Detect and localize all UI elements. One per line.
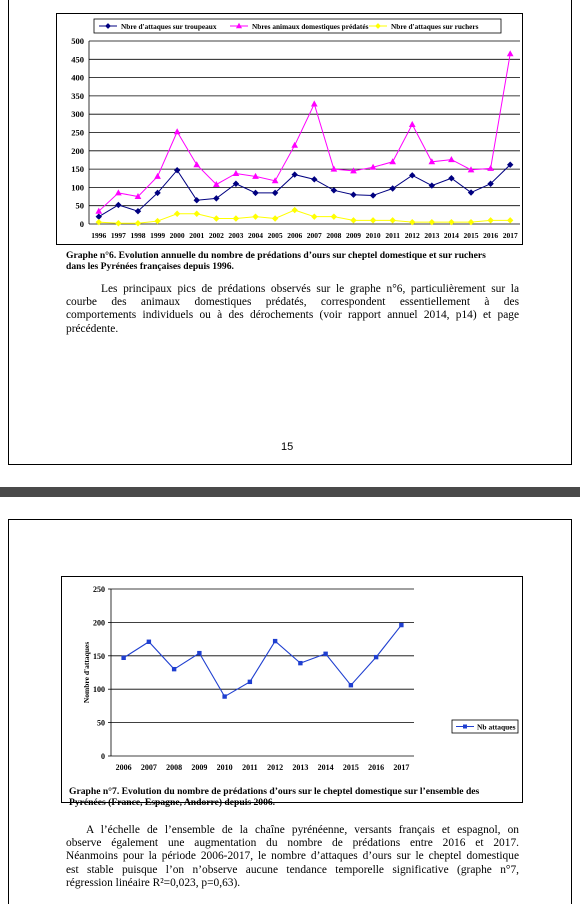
data-point (175, 129, 180, 134)
graph-7-line-chart (9, 520, 573, 810)
data-point (253, 190, 258, 195)
x-tick-label: 2002 (208, 231, 224, 240)
y-axis-label: Nombre d'attaques (82, 641, 91, 704)
data-point (155, 219, 160, 224)
paragraph-line: observe également une augmentation du nombre de prédations entre 2016 et 2017. (66, 837, 519, 850)
x-tick-label: 2014 (443, 231, 459, 240)
data-point (508, 218, 513, 223)
data-point (135, 221, 140, 226)
data-point (197, 651, 201, 655)
data-point (508, 51, 513, 56)
data-point (331, 188, 336, 193)
x-tick-label: 2007 (306, 231, 322, 240)
data-point (222, 694, 226, 698)
caption-line: Graphe n°7. Evolution du nombre de prédations d’ours sur le cheptel domestique sur l’ensemble des (69, 786, 480, 797)
data-point (331, 214, 336, 219)
paragraph-line: A l’échelle de l’ensemble de la chaîne pyrénéenne, versants français et espagnol, on (86, 824, 519, 836)
data-point (390, 159, 395, 164)
x-tick-label: 2001 (189, 231, 205, 240)
document-page-15 (8, 0, 572, 465)
paragraph-line: précédente. (66, 322, 119, 335)
data-point (351, 192, 356, 197)
paragraph-line: régression linéaire R²=0,023, p=0,63). (66, 876, 241, 889)
data-point (116, 221, 121, 226)
legend-label: Nbres animaux domestiques prédatés (252, 22, 369, 31)
graph-7-caption (69, 786, 525, 808)
x-tick-label: 2017 (393, 763, 410, 772)
data-point (273, 178, 278, 183)
data-point (371, 193, 376, 198)
data-point (194, 162, 199, 167)
x-tick-label: 2004 (248, 231, 264, 240)
y-tick-label: 0 (79, 219, 84, 229)
y-tick-label: 250 (71, 127, 84, 138)
paragraph-line: courbe des animaux domestiques prédatés, correspondent essentiellement à des (66, 296, 519, 309)
data-point (194, 198, 199, 203)
data-point (175, 211, 180, 216)
x-tick-label: 2017 (502, 231, 518, 240)
data-point (116, 190, 121, 195)
x-tick-label: 2016 (368, 763, 385, 772)
data-point (371, 218, 376, 223)
y-tick-label: 200 (93, 618, 105, 628)
document-page-16 (8, 519, 572, 904)
data-point (312, 214, 317, 219)
x-tick-label: 2011 (385, 231, 400, 240)
y-tick-label: 0 (101, 752, 105, 761)
data-point (323, 652, 327, 656)
x-tick-label: 2006 (287, 231, 303, 240)
x-tick-label: 2010 (365, 231, 381, 240)
x-tick-label: 2006 (115, 763, 132, 772)
y-tick-label: 50 (97, 718, 105, 728)
data-point (96, 214, 101, 219)
data-point (116, 202, 121, 207)
legend-marker (463, 725, 467, 729)
data-point (469, 167, 474, 172)
legend-label: Nbre d'attaques sur troupeaux (121, 22, 217, 31)
paragraph-line: Néanmoins pour la période 2006-2017, le nombre d’attaques d’ours sur le cheptel domestique (66, 850, 519, 863)
data-point (273, 639, 277, 643)
data-point (312, 101, 317, 106)
y-tick-label: 300 (71, 109, 84, 120)
caption-line: Graphe n°6. Evolution annuelle du nombre de prédations d’ours sur cheptel domestique et sur ruchers (66, 250, 486, 261)
data-point (121, 656, 125, 660)
data-point (298, 661, 302, 665)
y-tick-label: 150 (71, 164, 84, 175)
data-point (214, 216, 219, 221)
data-point (488, 218, 493, 223)
y-tick-label: 500 (71, 36, 84, 46)
x-tick-label: 2012 (267, 763, 284, 772)
y-tick-label: 100 (71, 182, 84, 193)
series-line (99, 165, 510, 217)
data-point (351, 218, 356, 223)
data-point (253, 174, 258, 179)
data-point (349, 683, 353, 687)
paragraph-line: Les principaux pics de prédations observés sur le graphe n°6, particulièrement sur la (101, 283, 519, 295)
y-tick-label: 150 (93, 651, 105, 661)
x-tick-label: 2003 (228, 231, 244, 240)
data-point (410, 122, 415, 127)
data-point (248, 680, 252, 684)
x-tick-label: 2009 (345, 231, 361, 240)
y-tick-label: 450 (71, 54, 84, 65)
data-point (331, 167, 336, 172)
body-paragraph (66, 283, 519, 336)
data-point (233, 171, 238, 176)
graph-6-line-chart (9, 0, 573, 250)
y-tick-label: 350 (71, 90, 84, 101)
x-tick-label: 2009 (191, 763, 208, 772)
data-point (147, 640, 151, 644)
y-tick-label: 250 (93, 585, 105, 594)
x-tick-label: 2013 (424, 231, 440, 240)
data-point (371, 165, 376, 170)
data-point (253, 214, 258, 219)
x-tick-label: 2005 (267, 231, 283, 240)
y-tick-label: 100 (93, 685, 105, 695)
series-line (124, 625, 402, 696)
x-tick-label: 2012 (404, 231, 420, 240)
x-tick-label: 2015 (342, 763, 359, 772)
body-paragraph (66, 824, 519, 890)
graph-6-caption (66, 250, 566, 272)
data-point (399, 623, 403, 627)
legend-label: Nb attaques (477, 722, 516, 732)
x-tick-label: 2011 (242, 763, 258, 772)
data-point (374, 655, 378, 659)
y-tick-label: 200 (71, 145, 84, 156)
data-point (155, 174, 160, 179)
x-tick-label: 1999 (150, 231, 166, 240)
x-tick-label: 1996 (91, 231, 107, 240)
paragraph-line: comportements individuels ou à des dérochements (voir rapport annuel 2014, p14) et page (66, 309, 519, 322)
x-tick-label: 2014 (317, 763, 334, 772)
page-number: 15 (281, 441, 294, 453)
x-tick-label: 1998 (130, 231, 146, 240)
data-point (273, 216, 278, 221)
caption-line: dans les Pyrénées françaises depuis 1996. (66, 261, 234, 272)
x-tick-label: 2013 (292, 763, 309, 772)
data-point (429, 159, 434, 164)
caption-line: Pyrénées (France, Espagne, Andorre) depuis 2006. (69, 797, 276, 808)
x-tick-label: 2008 (166, 763, 183, 772)
data-point (390, 218, 395, 223)
data-point (488, 166, 493, 171)
x-tick-label: 2000 (169, 231, 185, 240)
page-separator (0, 487, 580, 497)
y-tick-label: 400 (71, 72, 84, 83)
data-point (312, 177, 317, 182)
x-tick-label: 2008 (326, 231, 342, 240)
paragraph-line: est stable puisque l’on n’observe aucune tendance temporelle significative (graphe n°7, (66, 863, 519, 876)
data-point (292, 143, 297, 148)
data-point (292, 208, 297, 213)
legend-label: Nbre d'attaques sur ruchers (391, 22, 479, 31)
x-tick-label: 1997 (110, 231, 126, 240)
x-tick-label: 2015 (463, 231, 479, 240)
data-point (449, 157, 454, 162)
y-tick-label: 50 (75, 200, 84, 211)
data-point (172, 667, 176, 671)
x-tick-label: 2007 (140, 763, 157, 772)
x-tick-label: 2010 (216, 763, 233, 772)
data-point (233, 216, 238, 221)
data-point (194, 211, 199, 216)
x-tick-label: 2016 (483, 231, 499, 240)
